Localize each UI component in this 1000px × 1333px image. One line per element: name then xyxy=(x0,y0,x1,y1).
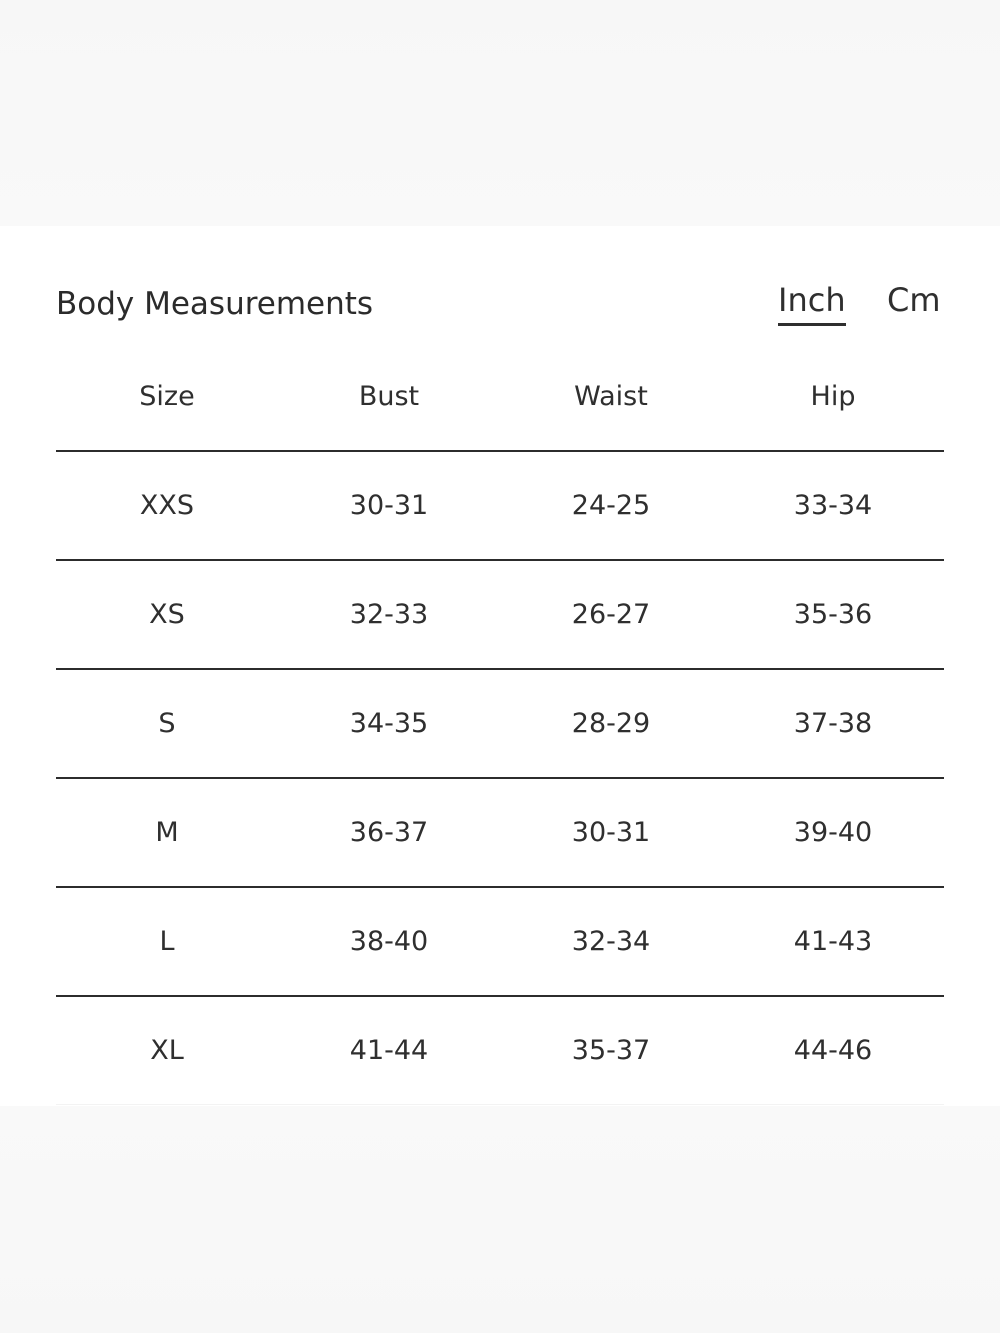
waist-cell: 30-31 xyxy=(500,778,722,887)
hip-cell: 33-34 xyxy=(722,451,944,560)
header-waist: Waist xyxy=(500,343,722,451)
bust-cell: 30-31 xyxy=(278,451,500,560)
hip-cell: 35-36 xyxy=(722,560,944,669)
table-row xyxy=(56,451,944,560)
hip-cell: 44-46 xyxy=(722,996,944,1105)
hip-cell: 37-38 xyxy=(722,669,944,778)
size-cell: L xyxy=(56,887,278,996)
waist-cell: 35-37 xyxy=(500,996,722,1105)
bust-cell: 34-35 xyxy=(278,669,500,778)
table-row xyxy=(56,560,944,669)
background-top xyxy=(0,0,1000,226)
waist-cell: 24-25 xyxy=(500,451,722,560)
hip-cell: 41-43 xyxy=(722,887,944,996)
bust-cell: 36-37 xyxy=(278,778,500,887)
table-row xyxy=(56,996,944,1105)
background-bottom xyxy=(0,1106,1000,1333)
table-row xyxy=(56,778,944,887)
table-row xyxy=(56,887,944,996)
size-cell: XXS xyxy=(56,451,278,560)
size-cell: XL xyxy=(56,996,278,1105)
unit-cm-tab[interactable]: Cm xyxy=(887,281,941,319)
header-bust: Bust xyxy=(278,343,500,451)
size-cell: XS xyxy=(56,560,278,669)
unit-inch-tab[interactable]: Inch xyxy=(778,281,846,319)
size-cell: S xyxy=(56,669,278,778)
table-row xyxy=(56,669,944,778)
header-hip: Hip xyxy=(722,343,944,451)
waist-cell: 32-34 xyxy=(500,887,722,996)
panel-title: Body Measurements xyxy=(56,286,374,322)
hip-cell: 39-40 xyxy=(722,778,944,887)
size-cell: M xyxy=(56,778,278,887)
table-body xyxy=(56,451,944,1105)
bust-cell: 32-33 xyxy=(278,560,500,669)
table-header-row xyxy=(56,343,944,451)
bust-cell: 38-40 xyxy=(278,887,500,996)
waist-cell: 28-29 xyxy=(500,669,722,778)
bust-cell: 41-44 xyxy=(278,996,500,1105)
header-size: Size xyxy=(56,343,278,451)
measurements-table xyxy=(56,343,944,1105)
waist-cell: 26-27 xyxy=(500,560,722,669)
table-header xyxy=(56,343,944,451)
size-chart-header xyxy=(56,276,944,332)
